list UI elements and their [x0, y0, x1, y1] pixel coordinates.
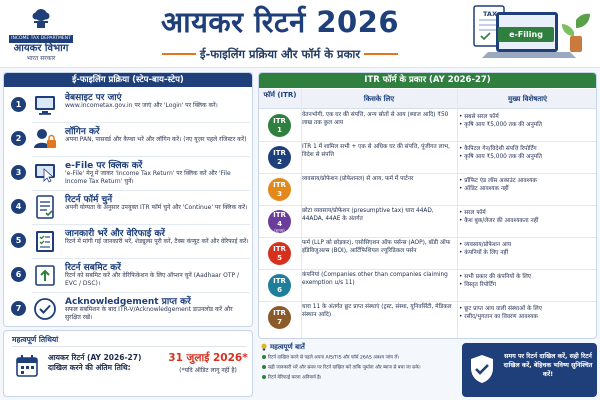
logo-subtitle: भारत सरकार [26, 55, 56, 62]
step-number: 5 [11, 233, 26, 248]
column-header-form: फॉर्म (ITR) [259, 89, 301, 109]
column-header-who: किसके लिए [301, 89, 457, 109]
applicable-to: वेतनभोगी, एक घर की संपत्ति, अन्य स्रोतों से आय (ब्याज आदि) ₹50 लाख तक कुल आय [302, 112, 449, 126]
hero-tax-label: TAX [483, 10, 497, 18]
dates-divider [12, 346, 246, 347]
step-7 [4, 292, 253, 326]
step-title: लॉगिन करें [65, 127, 100, 137]
table-row [259, 142, 597, 174]
applicable-to: फर्म (LLP को छोड़कर), एसोसिएशन ऑफ पर्सन्स (AOP), बॉडी ऑफ इंडिविजुअल्स (BOI), आर्टिफिशियल ज्यूरिडिकल पर्सन [302, 240, 451, 254]
step-number: 6 [11, 267, 26, 282]
itr-badge: ITR 5 [268, 242, 291, 265]
logo-name: आयकर विभाग [13, 43, 69, 54]
step-number: 7 [11, 301, 26, 316]
step-number: 1 [11, 97, 26, 112]
features: • सभी प्रकार की कंपनियों के लिए • विस्तृत रिपोर्टिंग [459, 274, 531, 288]
itr-badge: ITR 1 [268, 114, 291, 137]
step-4 [4, 190, 253, 224]
step-description: सफल सबमिशन के बाद ITR-V/Acknowledgement डाउनलोड करें और सुरक्षित रखें। [65, 306, 233, 321]
step-number: 4 [11, 199, 26, 214]
efiling-steps-panel [3, 72, 253, 327]
hero-efiling-label: e-Filing [509, 30, 543, 39]
step-description: रिटर्न में मांगी गई जानकारी भरें, शेड्यूल्स पूरी करें, टैक्स कंप्यूट करें और वेरिफाई करें। [65, 238, 249, 245]
tip-text: समय पर रिटर्न दाखिल करें, सही रिटर्न दाखिल करें, बेहिचक भविष्य सुनिश्चित करें! [503, 353, 593, 378]
step-title: जानकारी भरें और वेरिफाई करें [65, 229, 165, 239]
table-heading: ITR फॉर्म के प्रकार (AY 2026-27) [259, 73, 596, 88]
important-dates-box [3, 330, 253, 397]
income-tax-logo [6, 4, 76, 64]
check-circle-icon [32, 296, 58, 322]
itr-badge: ITR 3 [268, 178, 291, 201]
step-number: 3 [11, 165, 26, 180]
cursor-click-icon [32, 160, 58, 186]
checklist-icon [32, 228, 58, 254]
check-icon [262, 355, 266, 359]
itr-forms-table [258, 72, 597, 339]
step-title: Acknowledgement प्राप्त करें [65, 297, 191, 307]
user-lock-icon [32, 126, 58, 152]
step-title: रिटर्न फॉर्म चुनें [65, 195, 113, 205]
notes-title: महत्वपूर्ण बातें [270, 343, 305, 351]
note-item: रिटर्न वेरिफाई करना अनिवार्य है। [262, 375, 460, 382]
column-header-features: मुख्य विशेषताएं [457, 89, 597, 109]
table-row [259, 270, 597, 302]
applicable-to: छोटा व्यवसाय/प्रोफेशन (presumptive tax) धारा 44AD, 44ADA, 44AE के अंतर्गत [302, 208, 434, 222]
step-title: e-File पर क्लिक करें [65, 161, 143, 171]
note-item: रिटर्न दाखिल करने से पहले अपना AIS/TIS और फॉर्म 26AS अवश्य जांच लें। [262, 355, 460, 362]
step-3 [4, 156, 253, 190]
monitor-icon [32, 92, 58, 118]
national-emblem-icon [28, 4, 54, 30]
note-item: सही जानकारी भरें और समय पर रिटर्न दाखिल करें ताकि जुर्माना और ब्याज से बचा जा सके। [262, 365, 460, 372]
subtitle-rule-right [364, 53, 398, 55]
table-row [259, 302, 597, 334]
features: • सबसे सरल फॉर्म • कृषि आय ₹5,000 तक की अनुमति [459, 114, 542, 128]
deadline-note: (*यदि ऑडिट लागू नहीं है) [179, 367, 237, 374]
applicable-to: कंपनियां (Companies other than companies claiming exemption u/s 11) [302, 272, 448, 286]
check-icon [262, 375, 266, 379]
lightbulb-icon [260, 343, 268, 351]
itr-badge: ITR 6 [268, 274, 291, 297]
step-description: अपना PAN, पासवर्ड और कैप्चा भरें और लॉगिन करें। (नए यूज़र पहले रजिस्टर करें) [65, 136, 247, 143]
deadline-date: 31 जुलाई 2026* [168, 352, 248, 364]
step-title: रिटर्न सबमिट करें [65, 263, 121, 273]
step-description: अपनी योग्यता के अनुसार उपयुक्त ITR फॉर्म चुनें और 'Continue' पर क्लिक करें। [65, 204, 248, 211]
features: • व्यवसाय/प्रोफेशन आय • कंपनियों के लिए नहीं [459, 242, 512, 256]
itr-badge: ITR 7 [268, 306, 291, 329]
features: • प्रॉफिट एंड लॉस अकाउंट आवश्यक • ऑडिट आवश्यक नहीं [459, 178, 537, 192]
page-subtitle-wrap [110, 43, 450, 62]
subtitle-rule-left [162, 53, 196, 55]
step-5 [4, 224, 253, 258]
page-header [0, 0, 600, 68]
step-6 [4, 258, 253, 292]
shield-check-icon [468, 353, 496, 385]
itr-badge: ITR 4 (सुगम) [268, 210, 291, 233]
page-title: आयकर रिटर्न 2026 [160, 5, 400, 39]
dates-title: महत्वपूर्ण तिथियां [12, 335, 59, 344]
table-row [259, 110, 597, 142]
table-row [259, 238, 597, 270]
itr-badge: ITR 2 [268, 146, 291, 169]
deadline-description: आयकर रिटर्न (AY 2026-27) दाखिल करने की अंतिम तिथि: [48, 353, 142, 372]
applicable-to: ITR 1 में शामिल सभी + एक से अधिक घर की संपत्ति, पूंजीगत लाभ, विदेश से संपत्ति [302, 144, 450, 158]
table-row [259, 206, 597, 238]
features: • छूट प्राप्त आय वाली संस्थाओं के लिए • रसीद/भुगतान का विवरण आवश्यक [459, 306, 542, 320]
step-number: 2 [11, 131, 26, 146]
features: • सरल फॉर्म • कैश बुक/लेजर की आवश्यकता नहीं [459, 210, 539, 224]
step-1 [4, 88, 253, 122]
step-description: रिटर्न को सबमिट करें और वेरिफिकेशन के लिए ऑप्शन चुनें (Aadhaar OTP / EVC / DSC)। [65, 272, 240, 287]
table-row [259, 174, 597, 206]
tip-banner [462, 343, 597, 397]
check-icon [262, 365, 266, 369]
applicable-to: धारा 11 के अंतर्गत छूट प्राप्त संस्थाएं (ट्रस्ट, संस्था, यूनिवर्सिटी, मेडिकल संस्थान आदि) [302, 304, 452, 318]
logo-band: INCOME TAX DEPARTMENT [9, 35, 73, 43]
page-subtitle: ई-फाइलिंग प्रक्रिया और फॉर्म के प्रकार [199, 47, 361, 61]
calendar-icon [14, 353, 40, 379]
step-description: www.incometax.gov.in पर जाएं और 'Login' पर क्लिक करें। [65, 102, 218, 109]
applicable-to: व्यवसाय/प्रोफेशन (प्रोफेशनल) से आय, फर्म में पार्टनर [302, 176, 414, 182]
important-notes [258, 343, 458, 397]
features: • कैपिटल गेन/विदेशी संपत्ति रिपोर्टिंग • कृषि आय ₹5,000 तक की अनुमति [459, 146, 542, 160]
upload-icon [32, 262, 58, 288]
step-description: 'e-File' मेनू में जाकर 'Income Tax Return' पर क्लिक करें और 'File Income Tax Return' चुनें। [65, 170, 231, 185]
step-2 [4, 122, 253, 156]
steps-heading: ई-फाइलिंग प्रक्रिया (स्टेप-बाय-स्टेप) [4, 73, 252, 87]
form-document-icon [32, 194, 58, 220]
step-title: वेबसाइट पर जाएं [65, 93, 122, 103]
